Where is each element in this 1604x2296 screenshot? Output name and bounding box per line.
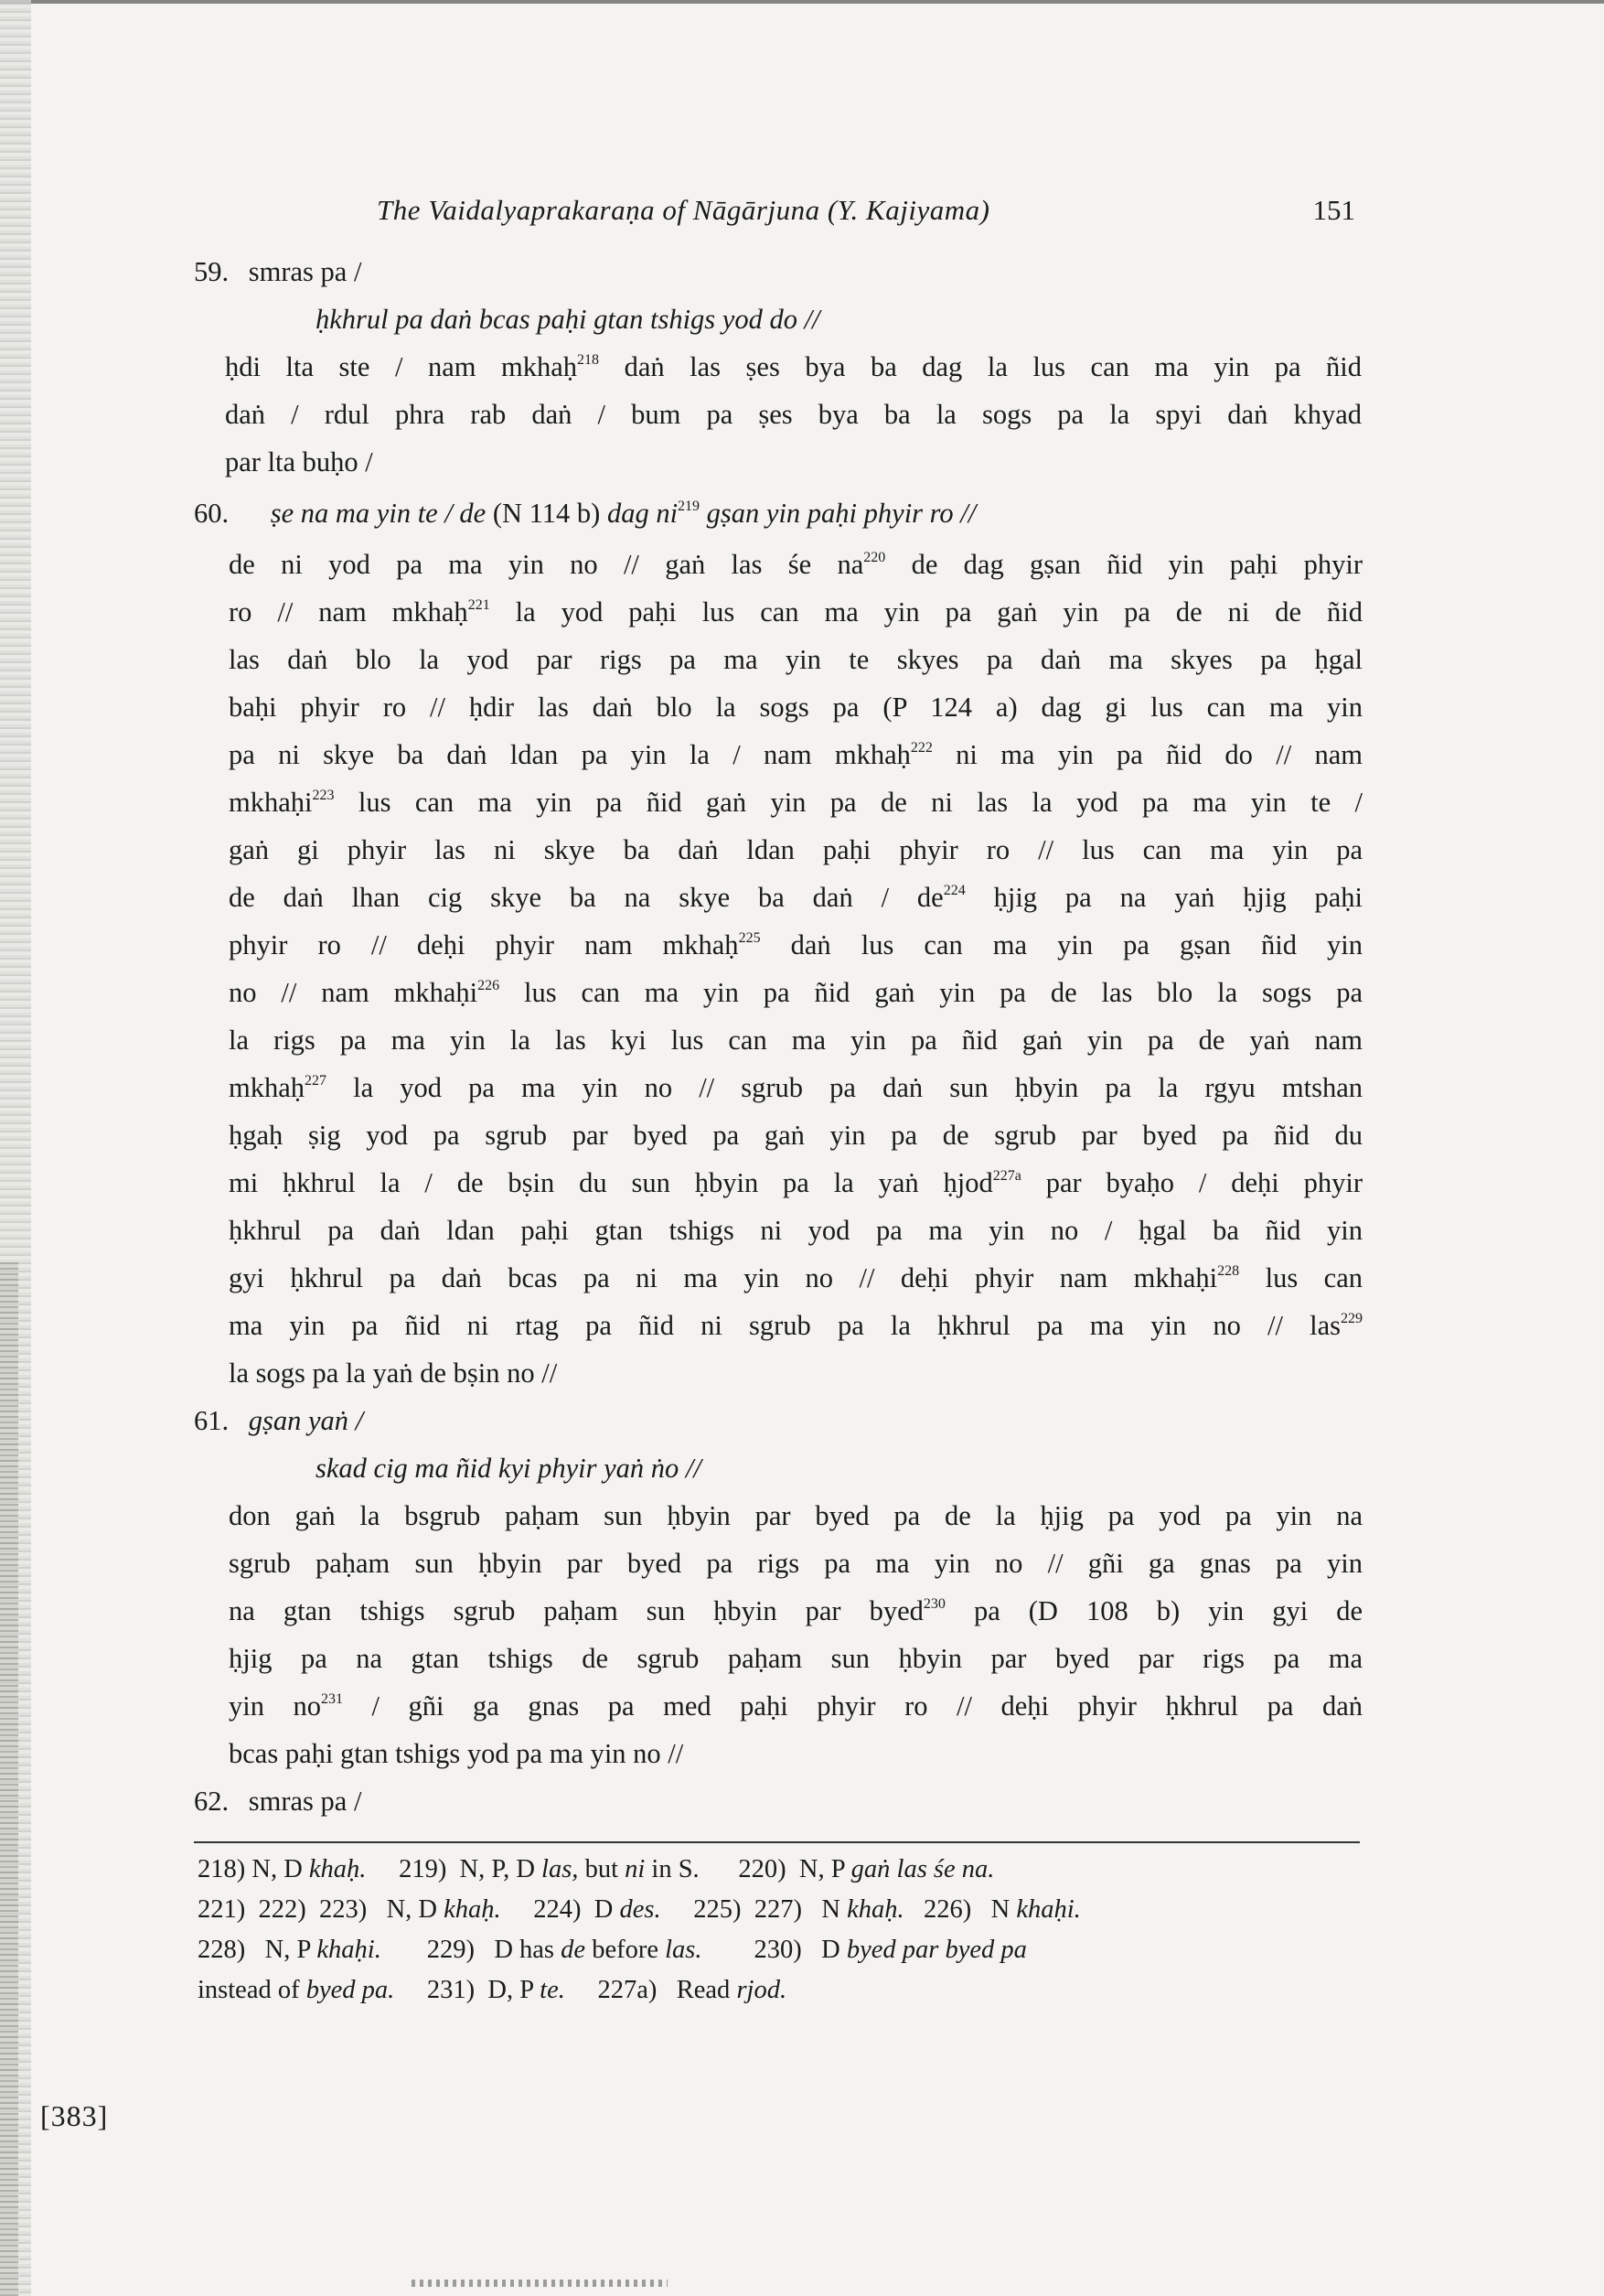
text-line [229, 1310, 1363, 1342]
footnote-text: rjod. [736, 1976, 787, 2004]
text-segment: pa (D 108 b) yin gyi de [945, 1595, 1363, 1626]
text-line: bcas paḥi gtan tshigs yod pa ma yin no // [229, 1738, 684, 1769]
footnote-text: 229) D has [380, 1936, 561, 1964]
footnote-text: before [585, 1936, 666, 1964]
text-line [229, 549, 1363, 581]
heading-segment: dag ni [606, 498, 679, 529]
scan-edge-left-dark [0, 1262, 18, 2296]
text-segment: gyi ḥkhrul pa daṅ bcas pa ni ma yin no // deḥi phyir nam mkhaḥi [229, 1262, 1218, 1293]
text-line: la rigs pa ma yin la las kyi lus can ma yin pa ñid gaṅ yin pa de yaṅ nam [229, 1025, 1363, 1056]
section-label: gṣan yaṅ / [248, 1405, 364, 1436]
footnote-line [198, 1895, 1359, 1925]
text-line [229, 596, 1363, 628]
text-line: daṅ / rdul phra rab daṅ / bum pa ṣes bya ba la sogs pa la spyi daṅ khyad [225, 399, 1362, 430]
footnote-text: des. [619, 1895, 661, 1924]
footnote-text: 218) N, D [198, 1855, 309, 1883]
footnote-line [198, 1936, 1359, 1965]
footnote-text: las, [541, 1855, 579, 1883]
text-line [229, 1167, 1363, 1199]
text-segment: lus can [1239, 1262, 1363, 1293]
page-header [377, 194, 1355, 231]
footnote-text: las. [665, 1936, 702, 1964]
text-segment: lus can ma yin pa ñid gaṅ yin pa de las blo la sogs pa [499, 977, 1363, 1008]
footnote-text: khaḥi. [1016, 1895, 1081, 1924]
section-number: 62. [194, 1786, 230, 1817]
text-segment: mkhaḥ [229, 1072, 305, 1103]
text-segment: daṅ lus can ma yin pa gṣan ñid yin [760, 929, 1363, 960]
text-line [225, 351, 1362, 383]
footnote-text: in S. 220) N, P [645, 1855, 851, 1883]
footnote-ref: 218 [577, 352, 600, 368]
text-line: don gaṅ la bsgrub paḥam sun ḥbyin par byed pa de la ḥjig pa yod pa yin na [229, 1500, 1363, 1531]
text-segment: ḥdi lta ste / nam mkhaḥ [225, 351, 578, 382]
text-segment: la yod paḥi lus can ma yin pa gaṅ yin pa de ni de ñid [489, 596, 1363, 628]
text-line [229, 882, 1363, 914]
footnote-ref: 228 [1217, 1263, 1240, 1279]
section-61-heading [194, 1405, 363, 1437]
text-line: gaṅ gi phyir las ni skye ba daṅ ldan paḥi phyir ro // lus can ma yin pa [229, 834, 1363, 865]
running-head: The Vaidalyaprakaraṇa of Nāgārjuna (Y. Kajiyama) [377, 194, 990, 226]
text-segment: la yod pa ma yin no // sgrub pa daṅ sun ḥbyin pa la rgyu mtshan [326, 1072, 1363, 1103]
text-segment: mi ḥkhrul la / de bṣin du sun ḥbyin pa la yaṅ ḥjod [229, 1167, 993, 1198]
footnote-ref: 227 [305, 1073, 327, 1089]
footnote-text: 224) D [500, 1895, 620, 1924]
section-60-heading [194, 498, 976, 530]
section-label: smras pa / [248, 256, 362, 287]
footnote-ref: 224 [943, 883, 966, 898]
text-segment: lus can ma yin pa ñid gaṅ yin pa de ni las la yod pa ma yin te / [334, 787, 1363, 818]
footnote-divider [194, 1841, 1360, 1843]
footnote-text: byed pa. [305, 1976, 395, 2004]
text-line: sgrub paḥam sun ḥbyin par byed pa rigs pa ma yin no // gñi ga gnas pa yin [229, 1548, 1363, 1579]
text-segment: phyir ro // deḥi phyir nam mkhaḥ [229, 929, 739, 960]
text-segment: ro // nam mkhaḥ [229, 596, 468, 628]
text-line: las daṅ blo la yod par rigs pa ma yin te skyes pa daṅ ma skyes pa ḥgal [229, 644, 1363, 675]
footnote-ref: 219 [678, 499, 700, 514]
footnote-ref: 223 [312, 788, 335, 803]
text-line [229, 929, 1363, 961]
text-segment: de dag gṣan ñid yin paḥi phyir [885, 549, 1363, 580]
verse-line: skad cig ma ñid kyi phyir yaṅ ṅo // [315, 1453, 701, 1484]
footnote-line [198, 1855, 1359, 1884]
footnote-text: 219) N, P, D [366, 1855, 542, 1883]
footnote-ref: 227a [992, 1168, 1021, 1184]
footnote-text: de [561, 1936, 586, 1964]
footnote-ref: 230 [923, 1596, 946, 1612]
text-segment: / gñi ga gnas pa med paḥi phyir ro // deḥi phyir ḥkhrul pa daṅ [343, 1690, 1363, 1722]
scan-edge-bottom [412, 2280, 668, 2287]
folio-number: [383] [40, 2099, 109, 2132]
text-line: baḥi phyir ro // ḥdir las daṅ blo la sogs pa (P 124 a) dag gi lus can ma yin [229, 692, 1363, 723]
footnote-text: khaḥi. [316, 1936, 381, 1964]
section-59-heading [194, 256, 361, 288]
footnote-text: but [578, 1855, 626, 1883]
heading-segment: gṣan yin paḥi phyir ro // [700, 498, 977, 529]
section-label: smras pa / [248, 1786, 362, 1817]
text-line [229, 1595, 1363, 1627]
text-line [229, 739, 1363, 771]
heading-segment: (N 114 b) [486, 498, 607, 529]
text-line: la sogs pa la yaṅ de bṣin no // [229, 1357, 558, 1389]
text-segment: ma yin pa ñid ni rtag pa ñid ni sgrub pa la ḥkhrul pa ma yin no // las [229, 1310, 1341, 1341]
text-segment: de daṅ lhan cig skye ba na skye ba daṅ / de [229, 882, 944, 913]
footnote-ref: 226 [477, 978, 500, 993]
footnote-text: te. [540, 1976, 565, 2004]
footnote-ref: 221 [467, 597, 490, 613]
text-line: ḥgaḥ ṣig yod pa sgrub par byed pa gaṅ yin pa de sgrub par byed pa ñid du [229, 1120, 1363, 1151]
text-segment: de ni yod pa ma yin no // gaṅ las śe na [229, 549, 864, 580]
text-segment: ni ma yin pa ñid do // nam [932, 739, 1363, 770]
text-segment: yin no [229, 1690, 322, 1722]
section-number: 61. [194, 1405, 230, 1436]
section-62-heading [194, 1786, 361, 1818]
page-number: 151 [1312, 194, 1355, 226]
footnote-ref: 231 [321, 1691, 344, 1707]
text-line [229, 787, 1363, 819]
footnote-text: byed par byed pa [846, 1936, 1027, 1964]
text-line [229, 1072, 1363, 1104]
scan-edge-top [0, 0, 1604, 4]
footnote-text: 230) D [701, 1936, 847, 1964]
text-segment: na gtan tshigs sgrub paḥam sun ḥbyin par byed [229, 1595, 924, 1626]
footnote-text: khaḥ. [444, 1895, 501, 1924]
footnote-text: 227a) Read [564, 1976, 737, 2004]
footnote-text: 231) D, P [394, 1976, 540, 2004]
footnote-text: 228) N, P [198, 1936, 317, 1964]
section-number: 60. [194, 498, 230, 529]
footnote-text: 225) 227) N [660, 1895, 848, 1924]
text-line: ḥjig pa na gtan tshigs de sgrub paḥam sun ḥbyin par byed par rigs pa ma [229, 1643, 1363, 1674]
text-line [229, 1262, 1363, 1294]
footnote-text: khaḥ. [847, 1895, 904, 1924]
text-segment: par byaḥo / deḥi phyir [1021, 1167, 1363, 1198]
footnote-line [198, 1976, 1359, 2005]
text-segment: pa ni skye ba daṅ ldan pa yin la / nam mkhaḥ [229, 739, 911, 770]
verse-line: ḥkhrul pa daṅ bcas paḥi gtan tshigs yod do // [315, 304, 820, 335]
text-line [229, 1690, 1363, 1722]
text-segment: no // nam mkhaḥi [229, 977, 478, 1008]
footnote-ref: 220 [863, 550, 886, 565]
footnote-text: ni [625, 1855, 646, 1883]
footnote-text: instead of [198, 1976, 306, 2004]
text-line [229, 977, 1363, 1009]
footnote-ref: 222 [910, 740, 933, 756]
footnote-text: 226) N [904, 1895, 1017, 1924]
footnote-text: gaṅ las śe na. [850, 1855, 995, 1883]
section-number: 59. [194, 256, 230, 287]
footnote-text: khaḥ. [308, 1855, 367, 1883]
text-line: par lta buḥo / [225, 446, 373, 477]
footnote-ref: 225 [738, 930, 761, 946]
text-segment: mkhaḥi [229, 787, 313, 818]
text-line: ḥkhrul pa daṅ ldan paḥi gtan tshigs ni yod pa ma yin no / ḥgal ba ñid yin [229, 1215, 1363, 1246]
text-segment: daṅ las ṣes bya ba dag la lus can ma yin pa ñid [599, 351, 1362, 382]
footnote-ref: 229 [1341, 1311, 1363, 1326]
footnote-text: 221) 222) 223) N, D [198, 1895, 444, 1924]
text-segment: ḥjig pa na yaṅ ḥjig paḥi [965, 882, 1363, 913]
heading-segment: ṣe na ma yin te / de [270, 498, 487, 529]
